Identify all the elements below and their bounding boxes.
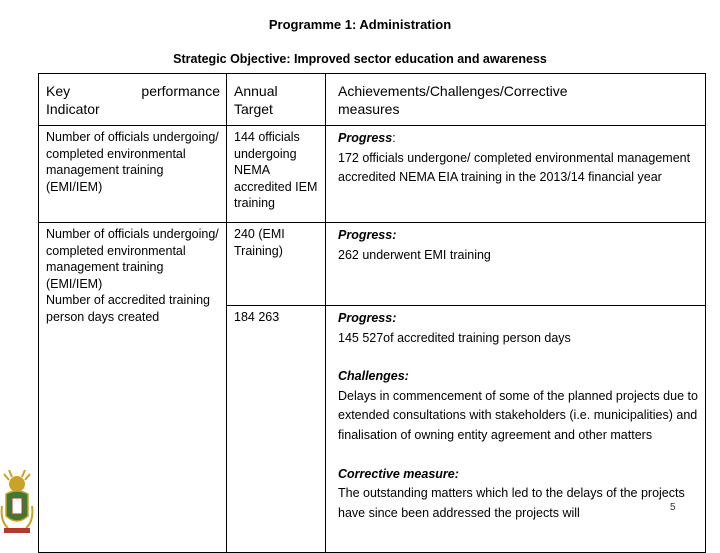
- header-target: Annual Target: [227, 74, 326, 126]
- target-cell: 144 officials undergoing NEMA accredited IEM training: [227, 126, 326, 223]
- target-cell: 184 263: [227, 306, 326, 553]
- achievement-cell: Progress: 172 officials undergone/ completed environmental management accredited NEMA EIA training in the 2013/14 financial year: [326, 126, 706, 223]
- progress-label: Progress:: [338, 311, 397, 325]
- progress-text: 172 officials undergone/ completed environmental management accredited NEMA EIA training in the 2013/14 financial year: [338, 150, 691, 185]
- progress-label: Progress: [338, 131, 393, 145]
- header-indicator: Key performance Indicator: [39, 74, 227, 126]
- page-number: 5: [670, 502, 676, 513]
- challenges-text: Delays in commencement of some of the planned projects due to extended consultations with stakeholders (i.e. municipalities) and finalisation of owning entity agreement and other matters: [338, 388, 698, 442]
- challenges-label: Challenges:: [338, 369, 409, 384]
- corrective-label: Corrective measure:: [338, 466, 459, 481]
- achievement-cell: [326, 223, 706, 306]
- indicator-cell: Number of officials undergoing/ completed environmental management training (EMI/IEM) Number of accredited training person days created: [39, 223, 227, 553]
- table-row: [39, 126, 706, 223]
- target-cell: 240 (EMI Training): [227, 223, 326, 306]
- table-row: [39, 223, 706, 306]
- corrective-text: The outstanding matters which led to the delays of the projects have since been addressed the projects will: [338, 486, 685, 520]
- header-achievements: Achievements/Challenges/Corrective measures: [326, 74, 706, 126]
- performance-table: [38, 73, 706, 553]
- progress-text: 145 527of accredited training person days: [338, 330, 571, 345]
- table-header-row: [39, 74, 706, 126]
- coat-of-arms-icon: [0, 466, 34, 536]
- progress-label: Progress:: [338, 228, 397, 242]
- achievement-cell: [326, 306, 706, 553]
- indicator-cell: Number of officials undergoing/ completed environmental management training (EMI/IEM): [39, 126, 227, 223]
- page-title: Programme 1: Administration: [268, 17, 452, 32]
- progress-text: 262 underwent EMI training: [338, 247, 491, 262]
- strategic-objective: Strategic Objective: Improved sector education and awareness: [173, 52, 547, 66]
